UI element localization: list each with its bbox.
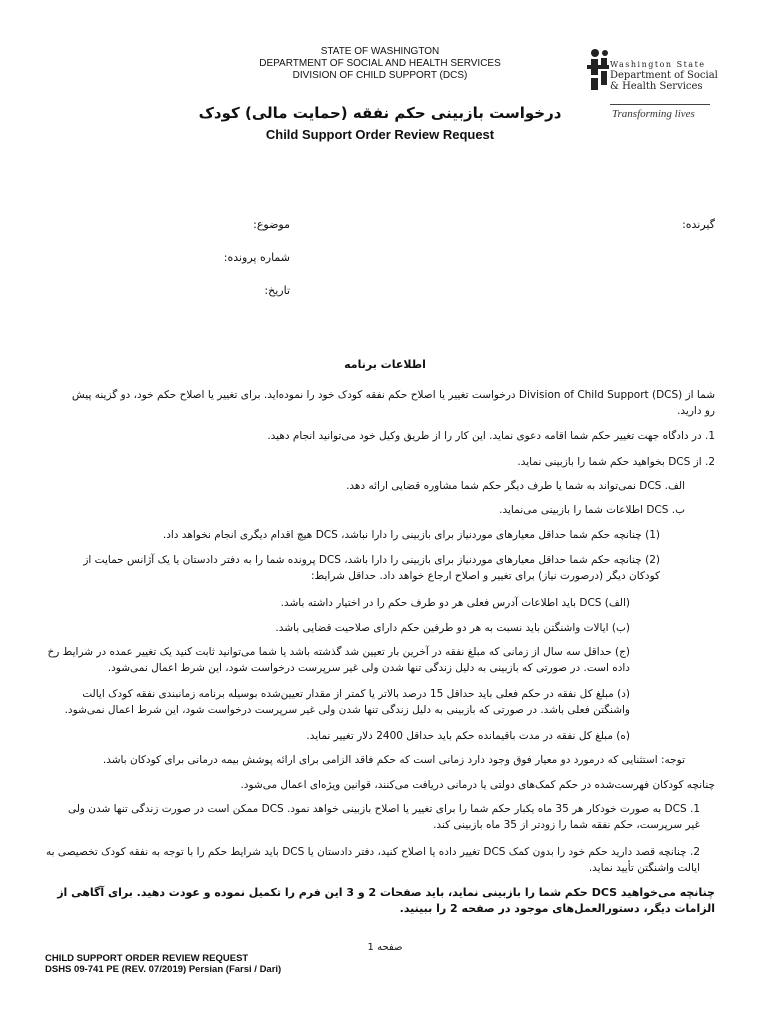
recipient-label: گیرنده: xyxy=(682,218,715,231)
criteria-alef: (الف) DCS باید اطلاعات آدرس فعلی هر دو طرف حکم را در اختیار داشته باشد. xyxy=(280,597,630,609)
special-rule-1: 1. DCS به صورت خودکار هر 35 ماه یکبار حکم شما را برای تغییر یا اصلاح بازبینی خواهد نمود. DCS ممکن است در صورت زندگی تنها شدن ولی غیر سرپرست، حکم نفقه شما را زودتر از 35 ماه بازبینی کند. xyxy=(67,803,700,831)
note-paragraph: توجه: استثنایی که درمورد دو معیار فوق وجود دارد زمانی است که حکم فاقد الزامی برای ارائه پوشش بیمه درمانی برای کودکان باشد. xyxy=(102,754,685,766)
title-persian: درخواست بازبینی حکم نفقه (حمایت مالی) کودک xyxy=(198,104,562,122)
option-2: 2. از DCS بخواهید حکم شما را بازبینی نماید. xyxy=(517,456,715,468)
closing-paragraph: چنانچه می‌خواهید DCS حکم شما را بازبینی نماید، باید صفحات 2 و 3 این فرم را تکمیل نموده و عودت دهید. برای آگاهی از الزامات دیگر، دستورالعمل‌های موجود در صفحه 2 را ببینید. xyxy=(57,886,715,915)
option-2-alef: الف. DCS نمی‌تواند به شما یا طرف دیگر حکم شما مشاوره قضایی ارائه دهد. xyxy=(346,480,685,492)
page-number: صفحه 1 xyxy=(367,942,403,953)
header-state: STATE OF WASHINGTON xyxy=(320,46,440,57)
logo-tagline: Transforming lives xyxy=(612,108,695,120)
date-label: تاریخ: xyxy=(264,284,290,297)
footer-form-name: CHILD SUPPORT ORDER REVIEW REQUEST xyxy=(45,953,249,964)
header-division: DIVISION OF CHILD SUPPORT (DCS) xyxy=(292,70,468,81)
case-number-label: شماره پرونده: xyxy=(223,251,290,264)
agency-header xyxy=(200,46,560,82)
logo-line1: Washington State xyxy=(610,60,706,69)
criteria-jim: (ج) حداقل سه سال از زمانی که مبلغ نفقه در آخرین بار تعیین شد گذشته باشد یا شما می‌توانید ثابت کنید یک تغییر عمده در شرایط رخ داده است. در صورتی که بازبینی به دلیل زندگی تنها شدن ولی غیر سرپرست درخواست شود، این شرط اعمال نمی‌شود. xyxy=(47,646,630,674)
logo-text xyxy=(610,59,718,92)
subject-label: موضوع: xyxy=(253,218,290,231)
footer-form-id: DSHS 09-741 PE (REV. 07/2019) Persian (Farsi / Dari) xyxy=(45,964,282,975)
logo-line2: Department of Social xyxy=(610,70,718,81)
criteria-2: (2) چنانچه حکم شما حداقل معیارهای موردنیاز برای بازبینی را دارا باشد، DCS پرونده شما را به دفتر دادستان یا یک آژانس حمایت از کودکان دیگر (درصورت نیاز) برای تغییر و اصلاح ارجاع خواهد داد. حداقل شرایط: xyxy=(83,554,660,582)
criteria-be: (ب) ایالات واشنگتن باید نسبت به هر دو طرفین حکم دارای صلاحیت قضایی باشد. xyxy=(275,622,630,634)
intro-paragraph: شما از Division of Child Support (DCS) درخواست تغییر یا اصلاح حکم نفقه کودک خود را نموده‌اید. برای تغییر یا اصلاح حکم خود، دو گزینه پیش رو دارید. xyxy=(71,389,715,417)
special-rules: چنانچه کودکان فهرست‌شده در حکم کمک‌های دولتی یا درمانی دریافت می‌کنند، قوانین ویژه‌ای اعمال می‌شود. xyxy=(240,779,715,791)
section-title: اطلاعات برنامه xyxy=(344,358,426,371)
option-1: 1. در دادگاه جهت تغییر حکم شما اقامه دعوی نماید. این کار را از طریق وکیل خود می‌توانید انجام دهید. xyxy=(267,430,715,442)
criteria-he: (ه) مبلغ کل نفقه در مدت باقیمانده حکم باید حداقل 2400 دلار تغییر نماید. xyxy=(306,730,630,742)
criteria-dal: (د) مبلغ کل نفقه در حکم فعلی باید حداقل 15 درصد بالاتر یا کمتر از مقدار تعیین‌شده بوسیله برنامه زمانبندی نفقه کودک ایالت واشنگتن فعلی باشد. در صورتی که بازبینی به دلیل زندگی تنها شدن ولی غیر سرپرست درخواست شود، این شرط اعمال نمی‌شود. xyxy=(64,688,630,716)
logo-line3: & Health Services xyxy=(610,81,703,92)
title-english: Child Support Order Review Request xyxy=(265,127,495,142)
criteria-1: (1) چنانچه حکم شما حداقل معیارهای موردنیاز برای بازبینی را دارا نباشد، DCS هیچ اقدام دیگری انجام نخواهد داد. xyxy=(162,529,660,541)
form-footer xyxy=(45,953,281,975)
special-rule-2: 2. چنانچه قصد دارید حکم خود را بدون کمک DCS تغییر داده یا اصلاح کنید، دفتر دادستان یا DCS باید شرایط حکم را با توجه به نفقه کودک تخصیصی به ایالت واشنگتن تأیید نماید. xyxy=(46,846,700,874)
option-2-be: ب. DCS اطلاعات شما را بازبینی می‌نماید. xyxy=(499,504,685,516)
header-department: DEPARTMENT OF SOCIAL AND HEALTH SERVICES xyxy=(259,58,501,69)
logo-divider xyxy=(610,104,710,105)
